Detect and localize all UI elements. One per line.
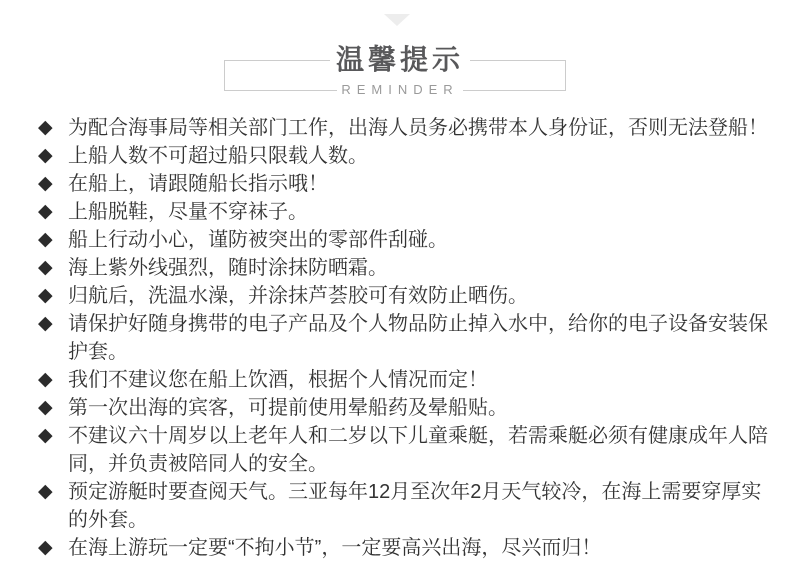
notice-text: 我们不建议您在船上饮酒，根据个人情况而定！ [68, 369, 488, 391]
list-item [38, 254, 779, 282]
list-item [38, 310, 779, 366]
diamond-bullet-icon: ◆ [38, 425, 53, 446]
notice-text: 上船人数不可超过船只限载人数。 [68, 145, 368, 167]
diamond-bullet-icon: ◆ [38, 117, 53, 138]
list-item [38, 170, 779, 198]
notice-text: 在海上游玩一定要“不拘小节”，一定要高兴出海，尽兴而归！ [68, 537, 602, 559]
list-item [38, 142, 779, 170]
diamond-bullet-icon: ◆ [38, 229, 53, 250]
diamond-bullet-icon: ◆ [38, 369, 53, 390]
notice-text: 不建议六十周岁以上老年人和二岁以下儿童乘艇，若需乘艇必须有健康成年人陪同，并负责被陪同人的安全。 [68, 425, 768, 475]
list-item [38, 394, 779, 422]
notice-text: 归航后，洗温水澡，并涂抹芦荟胶可有效防止晒伤。 [68, 285, 528, 307]
page-subtitle: REMINDER [341, 82, 459, 97]
diamond-bullet-icon: ◆ [38, 397, 53, 418]
notice-list [38, 114, 779, 562]
notice-text: 船上行动小心，谨防被突出的零部件刮碰。 [68, 229, 448, 251]
notice-text: 上船脱鞋，尽量不穿袜子。 [68, 201, 308, 223]
list-item [38, 534, 779, 562]
notice-text: 请保护好随身携带的电子产品及个人物品防止掉入水中，给你的电子设备安装保护套。 [68, 313, 768, 363]
diamond-bullet-icon: ◆ [38, 201, 53, 222]
diamond-bullet-icon: ◆ [38, 257, 53, 278]
diamond-bullet-icon: ◆ [38, 313, 53, 334]
diamond-bullet-icon: ◆ [38, 285, 53, 306]
diamond-bullet-icon: ◆ [38, 173, 53, 194]
notice-text: 在船上，请跟随船长指示哦！ [68, 173, 328, 195]
list-item [38, 422, 779, 478]
notice-text: 海上紫外线强烈，随时涂抹防晒霜。 [68, 257, 388, 279]
list-item [38, 198, 779, 226]
list-item [38, 478, 779, 534]
triangle-down-icon [384, 14, 410, 26]
list-item [38, 282, 779, 310]
list-item [38, 366, 779, 394]
list-item [38, 226, 779, 254]
diamond-bullet-icon: ◆ [38, 537, 53, 558]
page-title: 温馨提示 [335, 44, 464, 75]
notice-text: 预定游艇时要查阅天气。三亚每年12月至次年2月天气较冷，在海上需要穿厚实的外套。 [68, 481, 762, 531]
notice-text: 为配合海事局等相关部门工作，出海人员务必携带本人身份证，否则无法登船！ [68, 117, 768, 139]
list-item [38, 114, 779, 142]
diamond-bullet-icon: ◆ [38, 145, 53, 166]
notice-text: 第一次出海的宾客，可提前使用晕船药及晕船贴。 [68, 397, 508, 419]
diamond-bullet-icon: ◆ [38, 481, 53, 502]
